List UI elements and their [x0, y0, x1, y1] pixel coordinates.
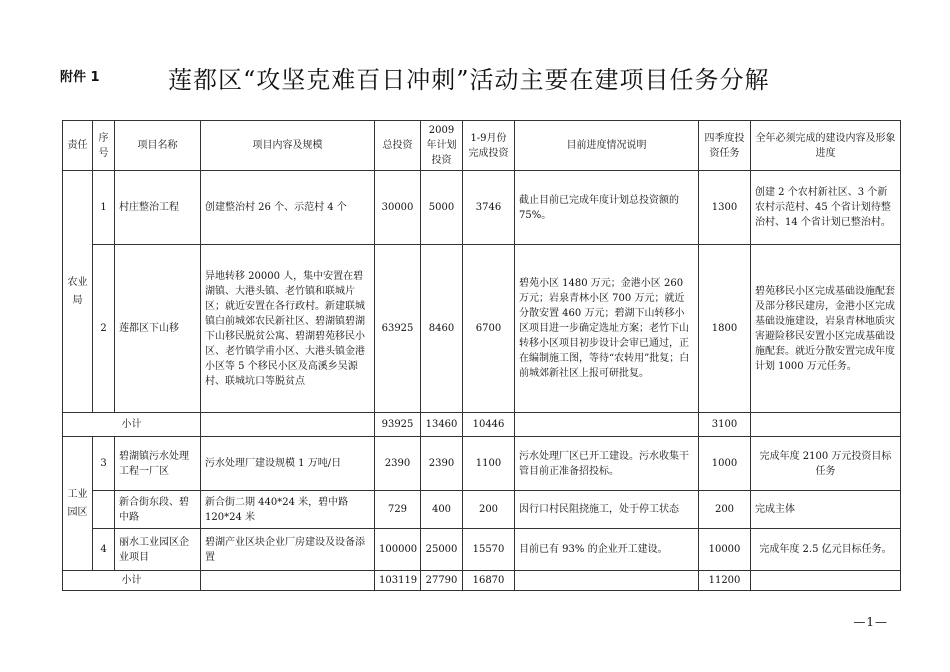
- project-content: 碧湖产业区块企业厂房建设及设备添置: [201, 529, 375, 571]
- completed-investment: 1100: [463, 437, 515, 491]
- q4-task: 1800: [699, 245, 751, 413]
- plan-2009: 400: [421, 491, 463, 529]
- plan-2009: 25000: [421, 529, 463, 571]
- col-header-content: 项目内容及规模: [201, 121, 375, 171]
- project-content: 污水处理厂建设规模 1 万吨/日: [201, 437, 375, 491]
- row-no: [93, 491, 115, 529]
- subtotal-plan2009: 27790: [421, 571, 463, 591]
- table-row: [63, 491, 901, 529]
- row-no: 4: [93, 529, 115, 571]
- project-content: 新合街二期 440*24 米，碧中路 120*24 米: [201, 491, 375, 529]
- progress-note: 污水处理厂区已开工建设。污水收集干管目前正准备招投标。: [515, 437, 699, 491]
- subtotal-label: 小计: [63, 413, 201, 437]
- year-target: 创建 2 个农村新社区、3 个新农村示范村、45 个省计划待整治村、14 个省计划已整治村。: [751, 171, 901, 245]
- subtotal-done: 16870: [463, 571, 515, 591]
- total-investment: 2390: [375, 437, 421, 491]
- header-row: [63, 121, 901, 171]
- attachment-label: 附件 1: [60, 70, 100, 85]
- row-no: 2: [93, 245, 115, 413]
- table-row: [63, 171, 901, 245]
- completed-investment: 3746: [463, 171, 515, 245]
- subtotal-label: 小计: [63, 571, 201, 591]
- subtotal-total: 103119: [375, 571, 421, 591]
- col-header-plan2009: 2009年计划投资: [421, 121, 463, 171]
- col-header-total: 总投资: [375, 121, 421, 171]
- total-investment: 729: [375, 491, 421, 529]
- col-header-q4: 四季度投资任务: [699, 121, 751, 171]
- total-investment: 63925: [375, 245, 421, 413]
- table-row: [63, 245, 901, 413]
- year-target: 完成年度 2100 万元投资目标任务: [751, 437, 901, 491]
- project-content: [201, 245, 375, 413]
- completed-investment: 200: [463, 491, 515, 529]
- subtotal-row: [63, 571, 901, 591]
- col-header-no: 序号: [93, 121, 115, 171]
- project-name: 丽水工业园区企业项目: [115, 529, 201, 571]
- table-row: [63, 437, 901, 491]
- plan-2009: 2390: [421, 437, 463, 491]
- progress-note: 目前已有 93% 的企业开工建设。: [515, 529, 699, 571]
- col-header-progress: 目前进度情况说明: [515, 121, 699, 171]
- total-investment: 30000: [375, 171, 421, 245]
- plan-2009: 8460: [421, 245, 463, 413]
- project-name: 碧湖镇污水处理工程一厂区: [115, 437, 201, 491]
- progress-note: 碧苑小区 1480 万元；金港小区 260 万元；岩泉青林小区 700 万元；就近分散安置 460 万元；碧湖下山转移小区项目进一步确定选址方案；老竹下山转移小区项目初步设计会审已通过，正在编制施工图，等待“农转用”批复；白前城郊新社区上报可研批复。: [515, 245, 699, 413]
- dept-cell: 农业局: [63, 171, 93, 413]
- task-table: [62, 120, 901, 591]
- subtotal-done: 10446: [463, 413, 515, 437]
- year-target: 完成主体: [751, 491, 901, 529]
- total-investment: 100000: [375, 529, 421, 571]
- subtotal-total: 93925: [375, 413, 421, 437]
- dept-cell: 工业园区: [63, 437, 93, 571]
- progress-note: 截止目前已完成年度计划总投资额的 75%。: [515, 171, 699, 245]
- col-header-year: 全年必须完成的建设内容及形象进度: [751, 121, 901, 171]
- completed-investment: 6700: [463, 245, 515, 413]
- table-row: [63, 529, 901, 571]
- col-header-done: 1-9月份完成投资: [463, 121, 515, 171]
- completed-investment: 15570: [463, 529, 515, 571]
- q4-task: 10000: [699, 529, 751, 571]
- q4-task: 1000: [699, 437, 751, 491]
- row-no: 1: [93, 171, 115, 245]
- subtotal-row: [63, 413, 901, 437]
- project-name: 新合街东段、碧中路: [115, 491, 201, 529]
- page-number: —1—: [853, 615, 888, 629]
- col-header-dept: 责任: [63, 121, 93, 171]
- subtotal-plan2009: 13460: [421, 413, 463, 437]
- project-name: 莲都区下山移: [115, 245, 201, 413]
- project-content: 创建整治村 26 个、示范村 4 个: [201, 171, 375, 245]
- progress-note: 因行口村民阻挠施工，处于停工状态: [515, 491, 699, 529]
- year-target: 碧苑移民小区完成基础设施配套及部分移民建房，金港小区完成基础设施建设，岩泉青林地质灾害避险移民安置小区完成基础设施配套。就近分散安置完成年度计划 1000 万元任务。: [751, 245, 901, 413]
- plan-2009: 5000: [421, 171, 463, 245]
- project-content-text: 异地转移 20000 人，集中安置在碧湖镇、大港头镇、老竹镇和联城片区；就近安置在各行政村。新建联城镇白前城郊农民新社区、碧湖镇碧湖下山移民脱贫公寓、碧湖碧苑移民小区、老竹镇学甫小区、大港头镇金港小区等 5 个移民小区及高溪乡吴源村、联城坑口等脱贫点: [205, 270, 365, 387]
- q4-task: 1300: [699, 171, 751, 245]
- year-target: 完成年度 2.5 亿元目标任务。: [751, 529, 901, 571]
- row-no: 3: [93, 437, 115, 491]
- q4-task: 200: [699, 491, 751, 529]
- document-title: 莲都区“攻坚克难百日冲刺”活动主要在建项目任务分解: [168, 66, 770, 94]
- col-header-name: 项目名称: [115, 121, 201, 171]
- subtotal-q4: 11200: [699, 571, 751, 591]
- project-name: 村庄整治工程: [115, 171, 201, 245]
- subtotal-q4: 3100: [699, 413, 751, 437]
